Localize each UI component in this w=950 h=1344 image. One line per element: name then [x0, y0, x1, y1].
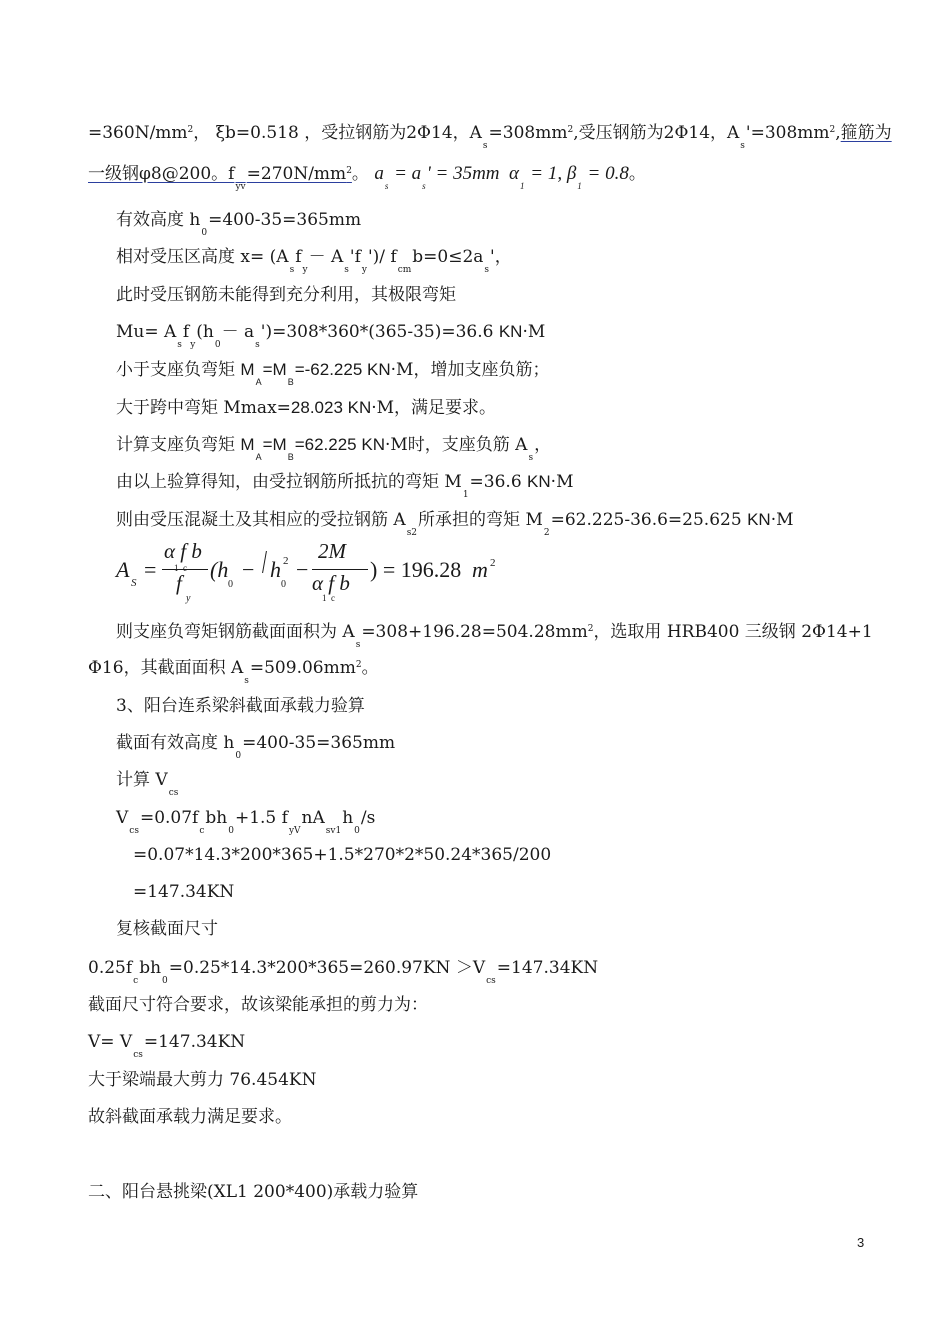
text-line-25: 故斜截面承载力满足要求。 [88, 1107, 292, 1127]
text-line-11: 则由受压混凝土及其相应的受拉钢筋 $A_{s2}$所承担的弯矩 $M_2=62.225-36.6=25.625$ KN·M [116, 510, 794, 538]
text-line-1: $=360N/mm^2$， ξb=0.518 ，受拉钢筋为2Φ14，$A_s=308mm^2$,受压钢筋为2Φ14，$A_s'=308mm^2$,箍筋为 [88, 123, 892, 151]
text-line-22: 截面尺寸符合要求，故该梁能承担的剪力为： [88, 995, 428, 1015]
section-heading-2: 二、阳台悬挑梁(XL1 200*400)承载力验算 [88, 1182, 419, 1202]
text-line-18: =0.07*14.3*200*365+1.5*270*2*50.24*365/200 [133, 845, 552, 865]
text-line-12: 则支座负弯矩钢筋截面面积为 $A_s=308+196.28=504.28mm^2$，选取用 HRB400 三级钢 2Φ14+1 [116, 622, 873, 650]
text-line-16: 计算 $V_{cs}$ [116, 770, 179, 798]
text-line-15: 截面有效高度 $h_0=400-35=365mm$ [116, 733, 396, 761]
text-line-4: 相对受压区高度 $x= (A_sf_y- A_s'f_y')/$ $f_{cm}b=0\le 2a_s'$， [116, 247, 512, 275]
text-line-8: 大于跨中弯矩 Mmax=28.023 KN·M，满足要求。 [116, 398, 497, 418]
area-formula: A S = α f b 1 c f y (h 0 − h 2 0 − 2M α f b 1 c ) = 196.28 m 2 [116, 539, 496, 604]
text-line-9: 计算支座负弯矩 $M_A=M_B=62.225$ KN·M时，支座负筋 $A_s$， [116, 435, 552, 463]
text-line-20: 复核截面尺寸 [116, 919, 218, 939]
text-line-17: $V_{cs}=0.07f_cbh_0+1.5$ $f_{yV}nA_{sv1}h_0/s$ [116, 808, 376, 836]
page-number: 3 [857, 1235, 865, 1250]
text-line-21: $0.25f_cbh_0=0.25*14.3*200*365=260.97KN >V_{cs}=147.34KN$ [88, 958, 599, 986]
text-line-23: $V= V_{cs}=147.34KN$ [88, 1032, 246, 1060]
text-line-6: $Mu= A_sf_y(h_0- a_s')=308*360*(365-35)=36.6$ KN·M [116, 322, 546, 350]
text-line-2: 一级钢φ8@200。$f_{yv}=270N/mm^2$。 $a_s = a_s' = 35mm$ $\alpha_1 = 1$, $\beta_1 = 0.8$。 [88, 163, 646, 192]
text-line-13: Φ16，其截面面积 $A_s=509.06mm^2$。 [88, 658, 379, 686]
text-line-10: 由以上验算得知，由受拉钢筋所抵抗的弯矩 $M_1=36.6$ KN·M [116, 472, 574, 500]
text-line-5: 此时受压钢筋未能得到充分利用，其极限弯矩 [116, 285, 456, 305]
text-line-3: 有效高度 $h_0=400-35=365mm$ [116, 210, 362, 238]
text-line-19: =147.34KN [133, 882, 235, 902]
section-heading-3: 3、阳台连系梁斜截面承载力验算 [116, 696, 365, 716]
text-line-7: 小于支座负弯矩 $M_A=M_B=-62.225$ KN·M，增加支座负筋； [116, 360, 550, 387]
text-line-24: 大于梁端最大剪力 76.454KN [88, 1070, 317, 1090]
